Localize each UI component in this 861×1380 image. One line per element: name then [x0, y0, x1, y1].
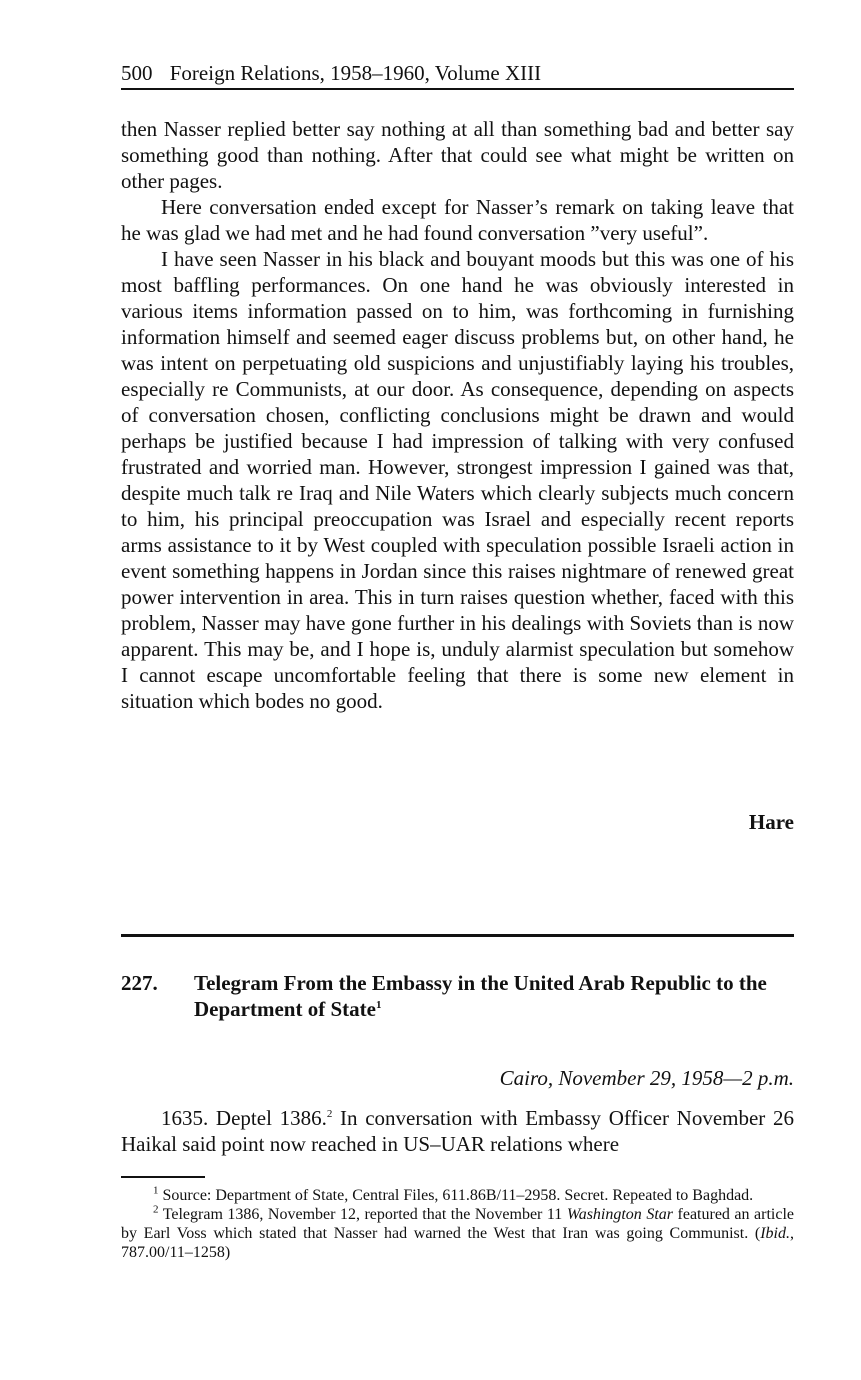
paragraph: Here conversation ended except for Nasser’s remark on taking leave that he was glad we had met and he had found conversation ”very useful”.: [121, 195, 794, 245]
running-title: Foreign Relations, 1958–1960, Volume XIII: [169, 61, 542, 85]
running-header: [121, 58, 794, 90]
footnotes: [121, 1186, 794, 1262]
body-text: [121, 116, 794, 714]
section-divider: [121, 934, 794, 937]
footnote: $^1$ Source: Department of State, Central Files, 611.86B/11–2958. Secret. Repeated to Baghdad.: [153, 1184, 754, 1204]
paragraph: then Nasser replied better say nothing at all than something bad and better say something good than nothing. After that could see what might be written on other pages.: [121, 117, 794, 193]
page-number: 500: [121, 61, 153, 85]
footnote-divider: [121, 1176, 205, 1178]
document-title: Telegram From the Embassy in the United Arab Republic to the Department of State$^1$: [194, 971, 767, 1021]
footnote-ref[interactable]: 1: [375, 999, 382, 1011]
dateline: Cairo, November 29, 1958—2 p.m.: [499, 1066, 794, 1090]
document-number: 227.: [121, 971, 158, 995]
footnote-ref[interactable]: 2: [326, 1108, 333, 1120]
signature: Hare: [748, 810, 794, 834]
paragraph: I have seen Nasser in his black and bouyant moods but this was one of his most baffling performances. On one hand he was obviously interested in various items information passed on to him, was forthcoming in furnishing information himself and seemed eager discuss problems but, on other hand, he was intent on perpetuating old suspicions and unjustifiably laying his troubles, especially re Communists, at our door. As consequence, depending on aspects of conversation chosen, conflicting conclusions might be drawn and would perhaps be justified because I had impression of talking with very confused frustrated and worried man. However, strongest impression I gained was that, despite much talk re Iraq and Nile Waters which clearly subjects much concern to him, his principal preoccupation was Israel and especially recent reports arms assistance to it by West coupled with speculation possible Israeli action in event something happens in Jordan since this raises nightmare of renewed great power intervention in area. This in turn raises question whether, faced with this problem, Nasser may have gone further in his dealings with Soviets than is now apparent. This may be, and I hope is, unduly alarmist speculation but somehow I cannot escape uncomfortable feeling that there is some new element in situation which bodes no good.: [121, 247, 794, 713]
telegram-text: 1635. Deptel 1386.$^2$ In conversation with Embassy Officer November 26 Haikal said point now reached in US–UAR relations where: [121, 1106, 794, 1156]
footnote: $^2$ Telegram 1386, November 12, reported that the November 11 Washington Star featured an article by Earl Voss which stated that Nasser had warned the West that Iran was going Communist. (Ibid., 787.00/11–1258): [121, 1203, 795, 1261]
